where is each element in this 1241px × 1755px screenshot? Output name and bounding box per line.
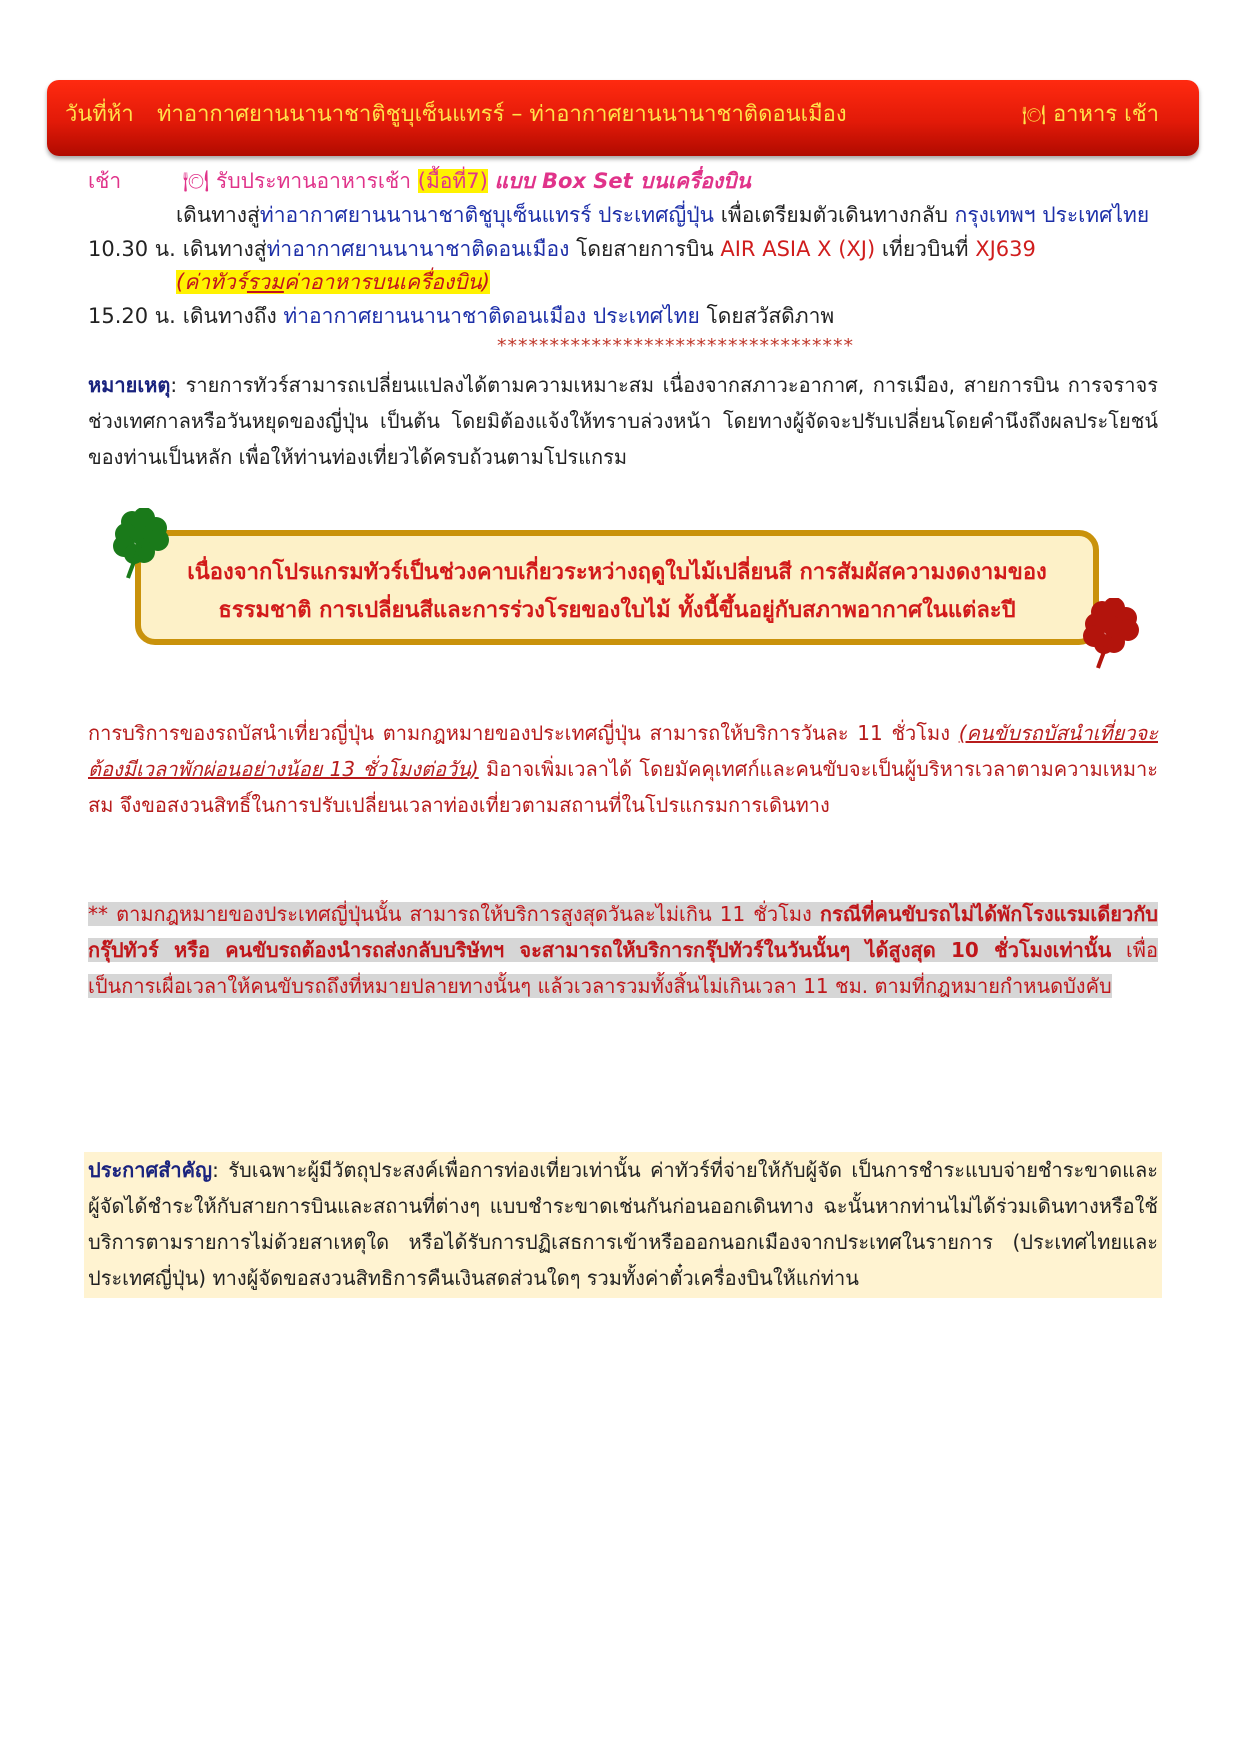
breakfast-text: รับประทานอาหารเช้า	[216, 169, 412, 193]
meal-note-part: ค่าอาหารบนเครื่องบิน)	[283, 270, 490, 294]
travel-prefix: เดินทางสู่	[182, 237, 267, 261]
airline-name: AIR ASIA X (XJ)	[720, 237, 876, 261]
remark-paragraph	[88, 367, 1158, 475]
meal-icon: 🍽	[1021, 104, 1046, 126]
box-set-note: แบบ Box Set บนเครื่องบิน	[494, 169, 751, 193]
meal-indicator	[1022, 96, 1159, 131]
law-note-bold: กรณีที่คนขับรถไม่ได้พักโรงแรมเดียวกับกรุ๊ปทัวร์ หรือ คนขับรถต้องนำรถส่งกลับบริษัทฯ จะสามารถให้บริการกรุ๊ปทัวร์ในวันนั้นๆ ได้สูงสุด 10 ชั่วโมงเท่านั้น	[88, 902, 1158, 962]
schedule-row-meal-note	[176, 266, 490, 299]
airport-name: ท่าอากาศยานนานาชาติชูบุเซ็นแทรร์ ประเทศญี่ปุ่น	[259, 203, 714, 227]
flight-number: XJ639	[975, 237, 1036, 261]
clover-red-icon	[1080, 598, 1146, 670]
meal-note-part: (ค่าทัวร์	[176, 270, 247, 294]
day-header-bar	[47, 80, 1199, 156]
arrive-suffix: โดยสวัสดิภาพ	[706, 304, 835, 328]
meal-number: (มื้อที่7)	[417, 169, 488, 193]
bus-service-text-2: มิอาจเพิ่มเวลาได้ โดยมัคคุเทศก์และคนขับจะเป็นผู้บริหารเวลาตามความเหมาะสม จึงขอสงวนสิทธิ์ในการปรับเปลี่ยนเวลาท่องเที่ยวตามสถานที่ในโปรแกรมการเดินทาง	[88, 757, 1158, 817]
divider-stars: **********************************	[497, 335, 854, 357]
notice-text: : รับเฉพาะผู้มีวัตถุประสงค์เพื่อการท่องเที่ยวเท่านั้น ค่าทัวร์ที่จ่ายให้กับผู้จัด เป็นการชำระแบบจ่ายชำระขาดและผู้จัดได้ชำระให้กับสายการบินและสถานที่ต่างๆ แบบชำระขาดเช่นกันก่อนออกเดินทาง ฉะนั้นหากท่านไม่ได้ร่วมเดินทางหรือใช้บริการตามรายการไม่ด้วยสาเหตุใด หรือได้รับการปฏิเสธการเข้าหรือออกนอกเมืองจากประเทศในรายการ (ประเทศไทยและประเทศญี่ปุ่น) ทางผู้จัดขอสงวนสิทธิการคืนเงินสดส่วนใดๆ รวมทั้งค่าตั๋วเครื่องบินให้แก่ท่าน	[88, 1158, 1158, 1290]
travel-prefix: เดินทางสู่	[176, 203, 260, 227]
law-note-paragraph	[88, 896, 1158, 1004]
bus-service-text: การบริการของรถบัสนำเที่ยวญี่ปุ่น ตามกฎหมายของประเทศญี่ปุ่น สามารถให้บริการวันละ 11 ชั่วโมง	[88, 721, 959, 745]
schedule-time: เช้า	[88, 169, 122, 193]
schedule-row-breakfast	[88, 165, 751, 198]
bus-rest-note: (คนขับรถบัสนำเที่ยวจะต้องมีเวลาพักผ่อนอย่างน้อย 13 ชั่วโมงต่อวัน)	[88, 721, 1158, 781]
law-note-text: ** ตามกฎหมายของประเทศญี่ปุ่นนั้น สามารถให้บริการสูงสุดวันละไม่เกิน 11 ชั่วโมง	[88, 902, 820, 926]
travel-middle: เพื่อเตรียมตัวเดินทางกลับ	[720, 203, 948, 227]
destination-name: กรุงเทพฯ ประเทศไทย	[954, 203, 1150, 227]
meal-note-included: รวม	[246, 270, 284, 294]
meal-label: อาหาร เช้า	[1052, 102, 1159, 127]
law-note-text-2: เพื่อเป็นการเผื่อเวลาให้คนขับรถถึงที่หมายปลายทางนั้นๆ แล้วเวลารวมทั้งสิ้นไม่เกินเวลา 11 ชม. ตามที่กฎหมายกำหนดบังคับ	[88, 938, 1158, 998]
bus-service-paragraph	[88, 715, 1158, 823]
tour-meal-note	[176, 270, 490, 294]
important-notice-box	[84, 1152, 1162, 1298]
schedule-row-arrive	[88, 300, 834, 333]
schedule-time: 15.20 น.	[88, 304, 176, 328]
callout-line-2: ธรรมชาติ การเปลี่ยนสีและการร่วงโรยของใบไม้ ทั้งนี้ขึ้นอยู่กับสภาพอากาศในแต่ละปี	[218, 598, 1016, 623]
schedule-row-flight	[88, 233, 1036, 266]
remark-text: : รายการทัวร์สามารถเปลี่ยนแปลงได้ตามความเหมาะสม เนื่องจากสภาวะอากาศ, การเมือง, สายการบิน การจราจรช่วงเทศกาลหรือวันหยุดของญี่ปุ่น เป็นต้น โดยมิต้องแจ้งให้ทราบล่วงหน้า โดยทางผู้จัดจะปรับเปลี่ยนโดยคำนึงถึงผลประโยชน์ของท่านเป็นหลัก เพื่อให้ท่านท่องเที่ยวได้ครบถ้วนตามโปรแกรม	[88, 373, 1158, 469]
schedule-time: 10.30 น.	[88, 237, 176, 261]
airport-name: ท่าอากาศยานนานาชาติดอนเมือง ประเทศไทย	[283, 304, 700, 328]
autumn-callout-box	[135, 530, 1099, 645]
route-title: ท่าอากาศยานนานาชาติชูบุเซ็นแทรร์ – ท่าอากาศยานนานาชาติดอนเมือง	[157, 102, 847, 127]
schedule-row-depart	[176, 199, 1149, 232]
remark-label: หมายเหตุ	[88, 373, 171, 397]
meal-icon: 🍽	[182, 169, 210, 193]
notice-paragraph	[88, 1152, 1158, 1296]
airline-prefix: โดยสายการบิน	[576, 237, 714, 261]
flight-label: เที่ยวบินที่	[881, 237, 969, 261]
callout-line-1: เนื่องจากโปรแกรมทัวร์เป็นช่วงคาบเกี่ยวระหว่างฤดูใบไม้เปลี่ยนสี การสัมผัสความงดงามของ	[187, 560, 1047, 585]
airport-name: ท่าอากาศยานนานาชาติดอนเมือง	[266, 237, 570, 261]
callout-text	[141, 554, 1093, 630]
clover-green-icon	[110, 508, 176, 580]
day-label: วันที่ห้า	[65, 102, 134, 127]
arrive-prefix: เดินทางถึง	[182, 304, 277, 328]
notice-label: ประกาศสำคัญ	[88, 1158, 213, 1182]
